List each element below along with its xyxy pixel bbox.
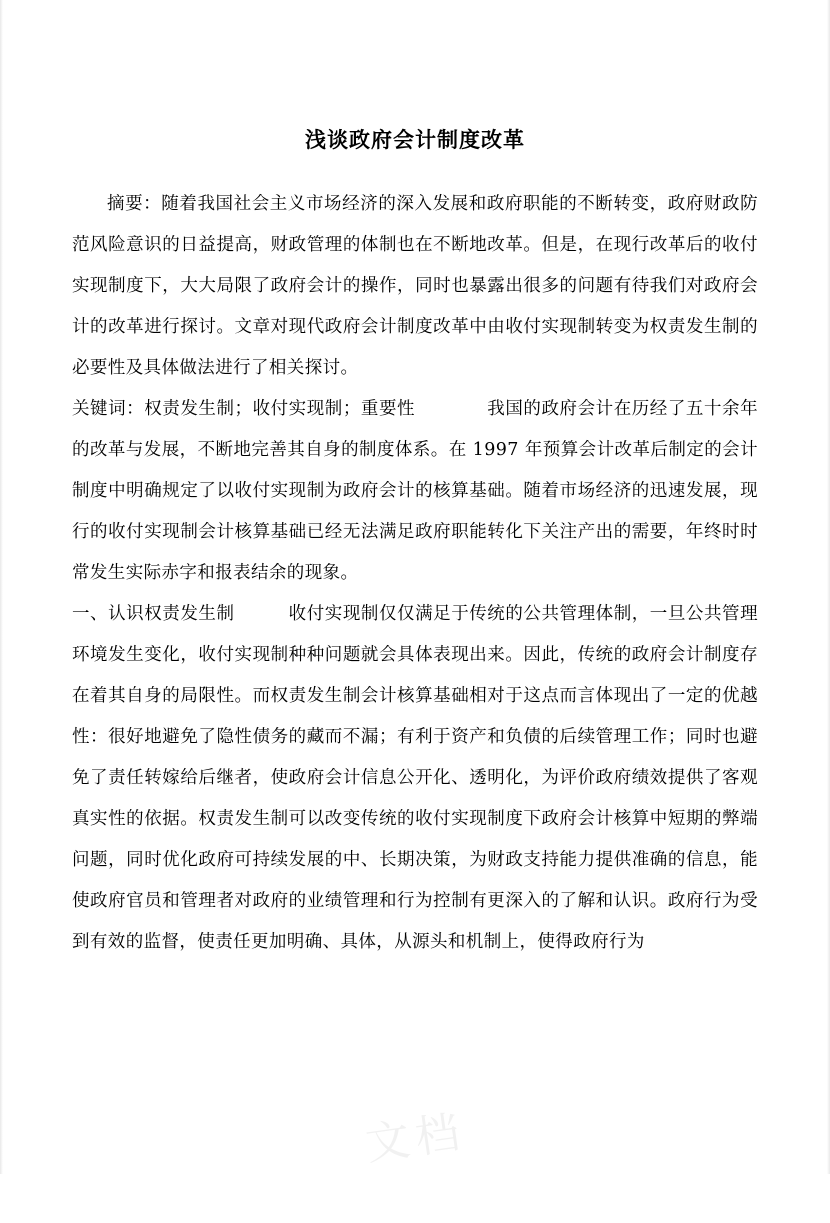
paragraph-section-one: 一、认识权责发生制 收付实现制仅仅满足于传统的公共管理体制，一旦公共管理环境发生变化，收付实现制种种问题就会具体表现出来。因此，传统的政府会计制度存在着其自身的局限性。而权责发生制会计核算基础相对于这点而言体现出了一定的优越性：很好地避免了隐性债务的藏而不漏；有利于资产和负债的后续管理工作；同时也避免了责任转嫁给后继者，使政府会计信息公开化、透明化，为评价政府绩效提供了客观真实性的依据。权责发生制可以改变传统的收付实现制度下政府会计核算中短期的弊端问题，同时优化政府可持续发展的中、长期决策，为财政支持能力提供准确的信息，能使政府官员和管理者对政府的业绩管理和行为控制有更深入的了解和认识。政府行为受到有效的监督，使责任更加明确、具体，从源头和机制上，使得政府行为 [72,604,758,952]
paragraph-keywords: 关键词：权责发生制；收付实现制；重要性 我国的政府会计在历经了五十余年的改革与发展，不断地完善其自身的制度体系。在 1997 年预算会计改革后制定的会计制度中明确规定了以收付实现制为政府会计的核算基础。随着市场经济的迅速发展，现行的收付实现制会计核算基础已经无法满足政府职能转化下关注产出的需要，年终时时常发生实际赤字和报表结余的现象。 [72,399,758,583]
paragraph-abstract: 摘要：随着我国社会主义市场经济的深入发展和政府职能的不断转变，政府财政防范风险意识的日益提高，财政管理的体制也在不断地改革。但是，在现行改革后的收付实现制度下，大大局限了政府会计的操作，同时也暴露出很多的问题有待我们对政府会计的改革进行探讨。文章对现代政府会计制度改革中由收付实现制转变为权责发生制的必要性及具体做法进行了相关探讨。 [72,194,758,378]
document-body [72,184,758,963]
watermark: 文档 [362,1106,469,1171]
page-edge-left [0,0,3,1174]
page-title: 浅谈政府会计制度改革 [305,128,525,152]
